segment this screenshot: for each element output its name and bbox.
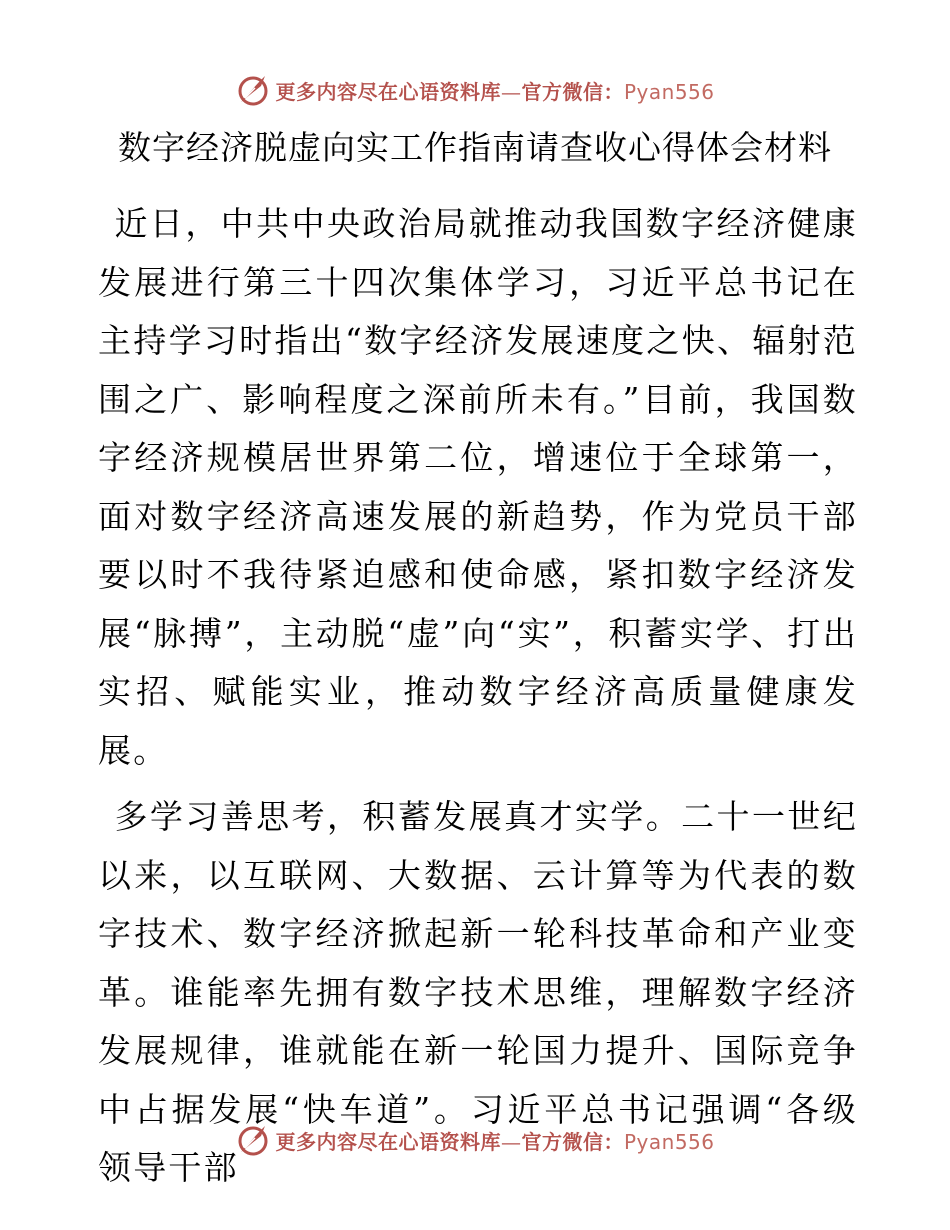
watermark-separator: — xyxy=(500,79,522,104)
paragraph-2: 多学习善思考，积蓄发展真才实学。二十一世纪以来，以互联网、大数据、云计算等为代表的数字技术、数字经济掀起新一轮科技革命和产业变革。谁能率先拥有数字技术思维，理解数字经济发展规律，谁就能在新一轮国力提升、国际竞争中占据发展“快车道”。习近平总书记强调“各级领导干部 xyxy=(98,797,858,1187)
document-body xyxy=(98,195,858,1198)
watermark-separator: — xyxy=(500,1129,522,1154)
footer-watermark xyxy=(0,1120,950,1160)
watermark-wechat-account: Pyan556 xyxy=(623,1129,715,1154)
watermark-wechat-label: 官方微信： xyxy=(521,1129,624,1154)
document-title: 数字经济脱虚向实工作指南请查收心得体会材料 xyxy=(118,128,832,167)
watermark-slogan: 更多内容尽在心语资料库 xyxy=(275,1129,501,1154)
watermark-slogan: 更多内容尽在心语资料库 xyxy=(275,79,501,104)
watermark-text xyxy=(275,76,714,105)
watermark-wechat-account: Pyan556 xyxy=(623,79,715,104)
feather-pen-icon xyxy=(235,1122,271,1158)
paragraph-1: 近日，中共中央政治局就推动我国数字经济健康发展进行第三十四次集体学习，习近平总书记在主持学习时指出“数字经济发展速度之快、辐射范围之广、影响程度之深前所未有。”目前，我国数字经济规模居世界第二位，增速位于全球第一，面对数字经济高速发展的新趋势，作为党员干部要以时不我待紧迫感和使命感，紧扣数字经济发展“脉搏”，主动脱“虚”向“实”，积蓄实学、打出实招、赋能实业，推动数字经济高质量健康发展。 xyxy=(98,204,858,770)
watermark-text xyxy=(275,1126,714,1155)
header-watermark xyxy=(0,70,950,110)
watermark-wechat-label: 官方微信： xyxy=(521,79,624,104)
feather-pen-icon xyxy=(235,72,271,108)
